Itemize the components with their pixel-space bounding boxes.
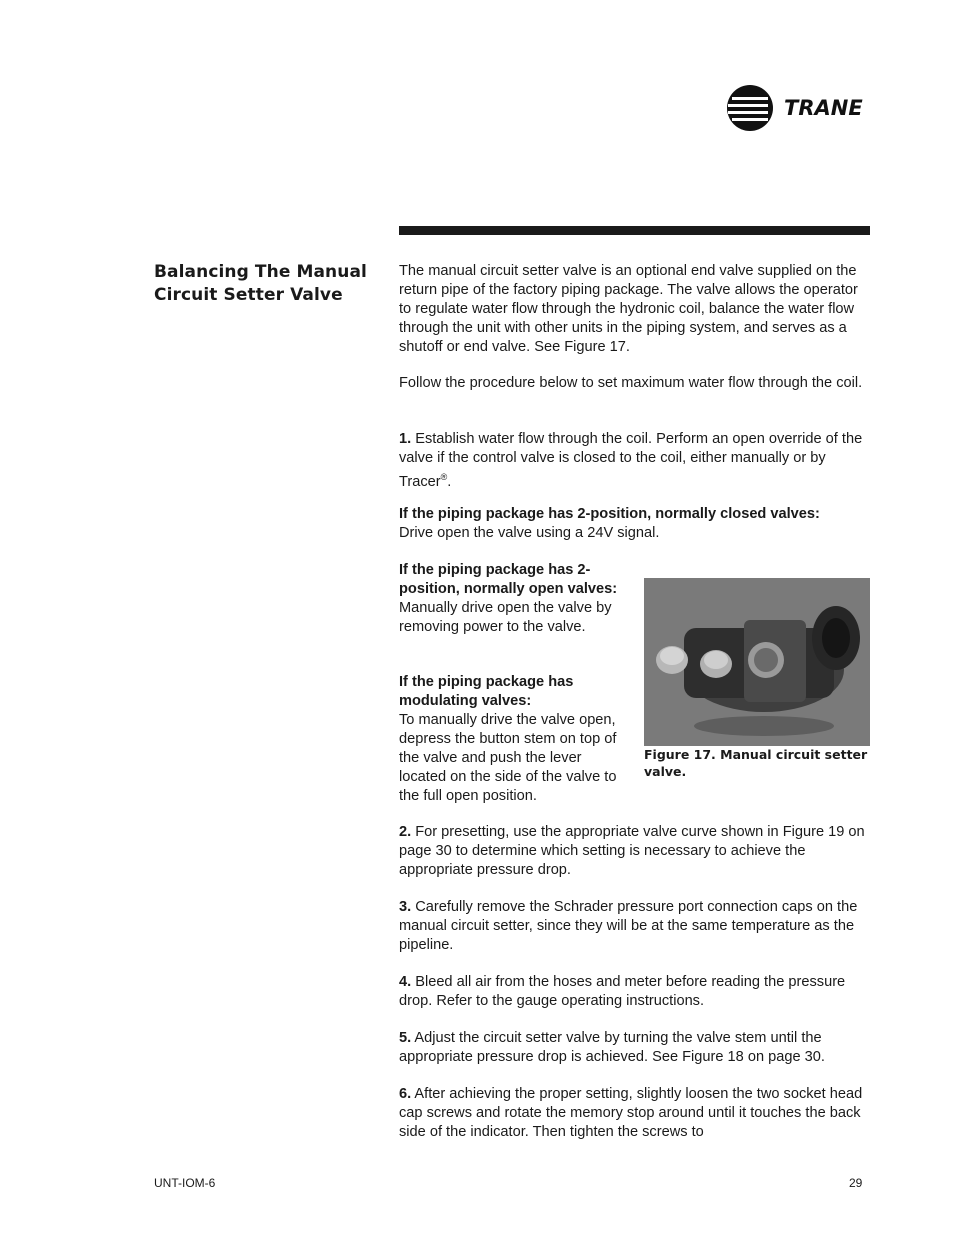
mod-text: To manually drive the valve open, depress the button stem on top of the valve and push the lever located on the side of the valve to the full open position. bbox=[399, 712, 617, 804]
registered-mark: ® bbox=[440, 472, 448, 482]
document-id: UNT-IOM-6 bbox=[154, 1176, 216, 1190]
valve-photo bbox=[644, 578, 870, 746]
mod-heading: If the piping package has modulating valves: bbox=[399, 674, 574, 709]
step-number: 6. bbox=[399, 1086, 412, 1102]
section-rule bbox=[399, 226, 870, 235]
step-text: Carefully remove the Schrader pressure port connection caps on the manual circuit setter, since they will be at the same temperature as the pipeline. bbox=[399, 899, 858, 953]
follow-paragraph: Follow the procedure below to set maximum water flow through the coil. bbox=[399, 375, 863, 391]
step-number: 4. bbox=[399, 974, 412, 990]
step-text: Establish water flow through the coil. Perform an open override of the valve if the control valve is closed to the coil, either manually or by Tracer bbox=[399, 431, 863, 490]
intro-paragraph: The manual circuit setter valve is an optional end valve supplied on the return pipe of the factory piping package. The valve allows the operator to regulate water flow through the hydronic coil, balance the water flow through the unit with other units in the piping system, and serves as a shutoff or end valve. See Figure 17. bbox=[399, 263, 858, 355]
step-text: After achieving the proper setting, slightly loosen the two socket head cap screws and rotate the memory stop around until it touches the back side of the indicator. Then tighten the screws to bbox=[399, 1086, 863, 1140]
nc-heading: If the piping package has 2-position, normally closed valves: bbox=[399, 506, 820, 522]
step-text: Adjust the circuit setter valve by turning the valve stem until the appropriate pressure drop is achieved. See Figure 18 on page 30. bbox=[399, 1030, 825, 1065]
step-number: 2. bbox=[399, 824, 412, 840]
page-number: 29 bbox=[849, 1176, 863, 1190]
step-2 bbox=[399, 823, 870, 880]
trane-logo bbox=[726, 84, 874, 132]
step-5 bbox=[399, 1029, 870, 1067]
step-6 bbox=[399, 1085, 870, 1142]
normally-closed-block bbox=[399, 505, 870, 543]
figure-caption: Figure 17. Manual circuit setter valve. bbox=[644, 747, 868, 779]
step-3 bbox=[399, 898, 870, 955]
section-heading: Balancing The Manual Circuit Setter Valve bbox=[154, 262, 367, 305]
step-number: 5. bbox=[399, 1030, 412, 1046]
modulating-block bbox=[399, 673, 625, 806]
no-text: Manually drive open the valve by removing power to the valve. bbox=[399, 600, 612, 635]
step-end: . bbox=[447, 473, 452, 490]
normally-open-block bbox=[399, 561, 625, 637]
no-heading: If the piping package has 2-position, normally open valves: bbox=[399, 562, 618, 597]
trane-wordmark: TRANE bbox=[784, 96, 863, 120]
step-4 bbox=[399, 973, 870, 1011]
step-number: 3. bbox=[399, 899, 412, 915]
step-text: For presetting, use the appropriate valve curve shown in Figure 19 on page 30 to determine which setting is necessary to achieve the appropriate pressure drop. bbox=[399, 824, 865, 878]
step-number: 1. bbox=[399, 431, 412, 447]
step-text: Bleed all air from the hoses and meter before reading the pressure drop. Refer to the gauge operating instructions. bbox=[399, 974, 846, 1009]
step-1 bbox=[399, 430, 870, 492]
nc-text: Drive open the valve using a 24V signal. bbox=[399, 525, 660, 541]
